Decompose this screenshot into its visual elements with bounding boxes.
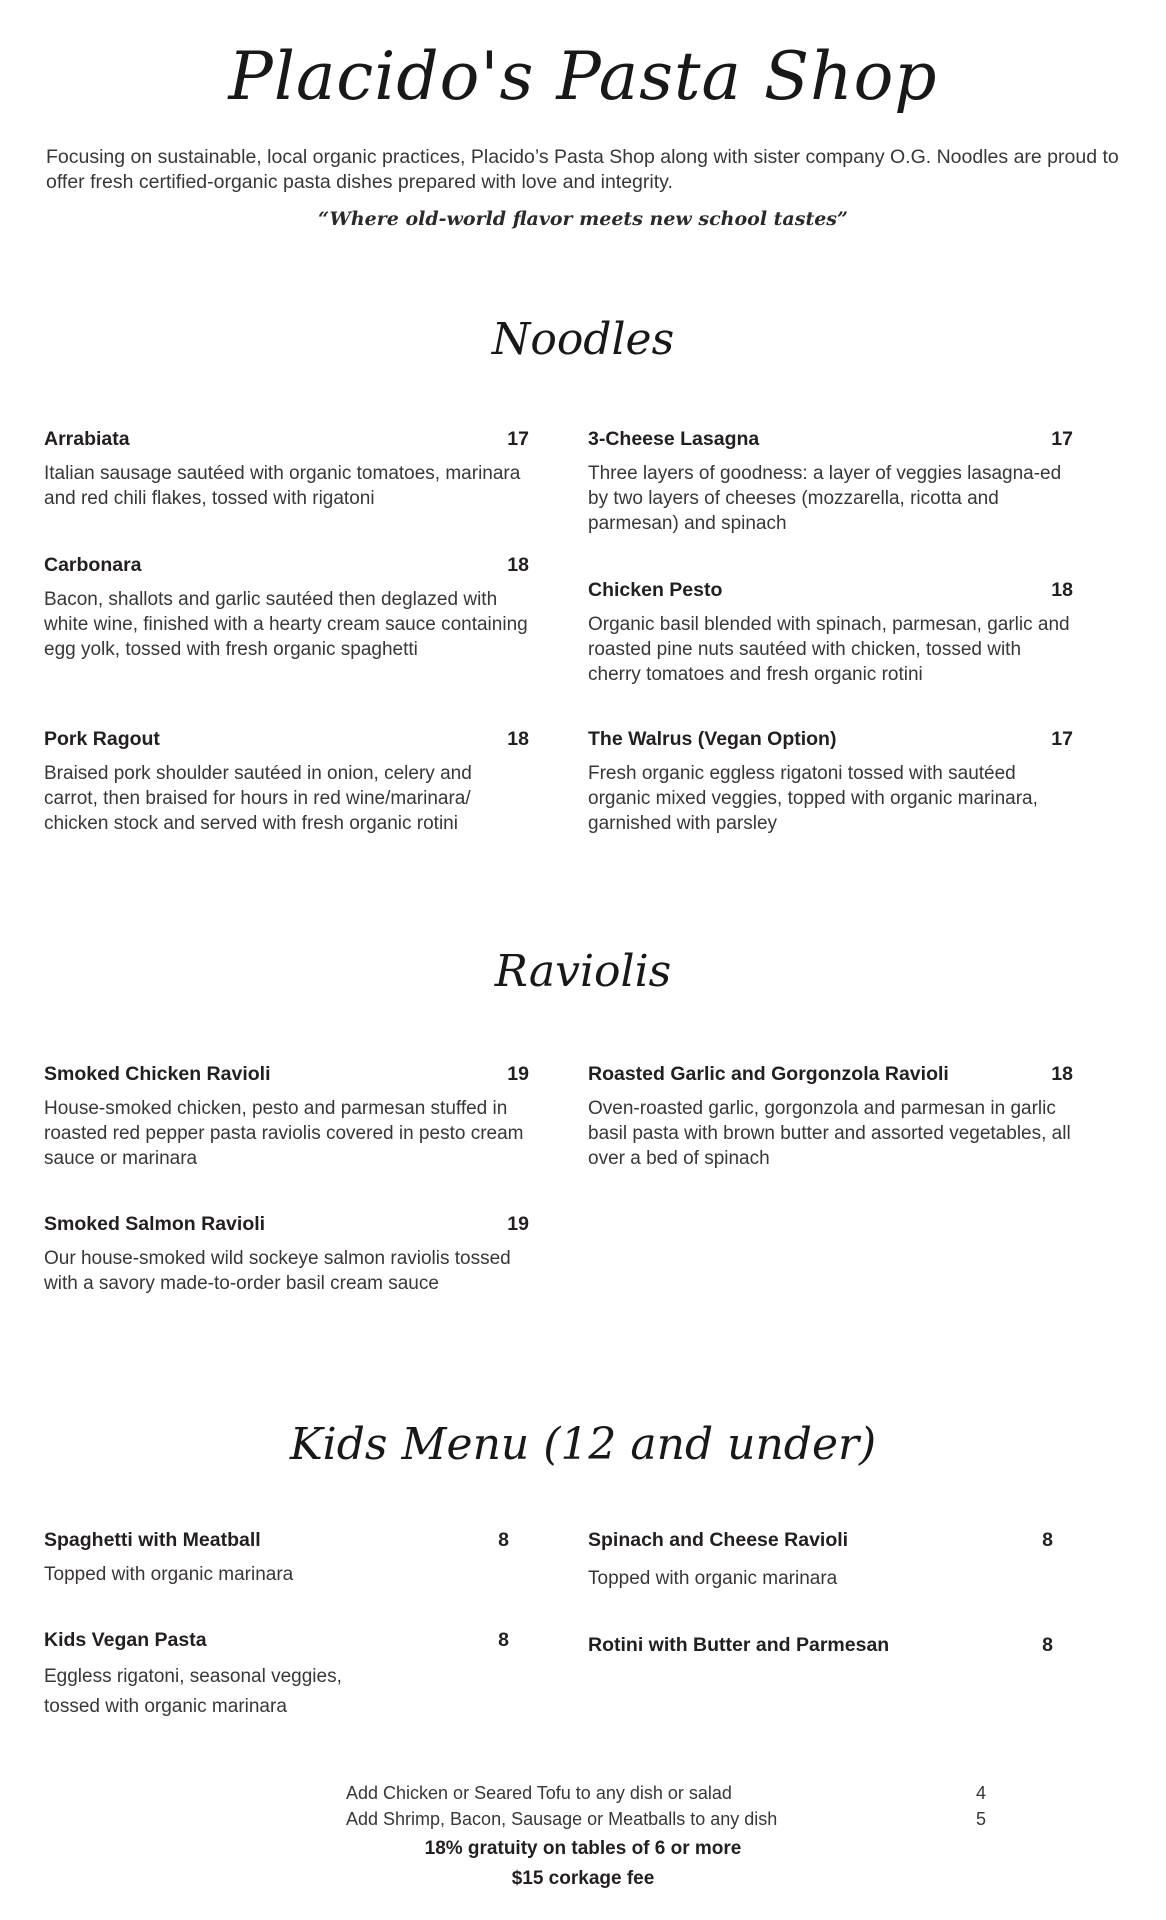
menu-item-chicken-pesto — [588, 578, 1073, 687]
item-price: 8 — [1042, 1529, 1053, 1551]
item-name: Carbonara — [44, 554, 142, 576]
item-price: 8 — [498, 1629, 509, 1651]
addon-label: Add Chicken or Seared Tofu to any dish or salad — [346, 1783, 732, 1803]
addon-price: 5 — [975, 1809, 986, 1829]
item-description: Organic basil blended with spinach, parmesan, garlic and roasted pine nuts sautéed with chicken, tossed with cherry tomatoes and fresh organic rotini — [588, 614, 1070, 685]
item-price: 18 — [1051, 1063, 1073, 1085]
menu-item-carbonara — [44, 553, 529, 662]
item-name: Smoked Salmon Ravioli — [44, 1213, 266, 1235]
item-description: House-smoked chicken, pesto and parmesan stuffed in roasted red pepper pasta raviolis covered in pesto cream sauce or marinara — [44, 1098, 524, 1169]
item-name: Spinach and Cheese Ravioli — [588, 1529, 849, 1551]
item-price: 8 — [498, 1529, 509, 1551]
menu-item-the-walrus — [588, 727, 1073, 836]
item-description: Italian sausage sautéed with organic tomatoes, marinara and red chili flakes, tossed with rigatoni — [44, 463, 521, 509]
item-name: 3-Cheese Lasagna — [588, 428, 760, 450]
gratuity-note: 18% gratuity on tables of 6 or more — [424, 1838, 742, 1859]
menu-item-rotini-butter-parmesan — [588, 1633, 1053, 1657]
item-description: Three layers of goodness: a layer of veggies lasagna-ed by two layers of cheeses (mozzarella, ricotta and parmesan) and spinach — [588, 463, 1062, 534]
addons-list — [346, 1780, 986, 1832]
item-name: Kids Vegan Pasta — [44, 1629, 207, 1651]
tagline: “Where old-world flavor meets new school tastes” — [318, 208, 848, 230]
restaurant-title: Placido's Pasta Shop — [228, 38, 938, 115]
item-name: Smoked Chicken Ravioli — [44, 1063, 271, 1085]
menu-item-roasted-garlic-gorgonzola-ravioli — [588, 1062, 1073, 1171]
item-price: 17 — [1051, 428, 1073, 450]
item-description: Oven-roasted garlic, gorgonzola and parmesan in garlic basil pasta with brown butter and assorted vegetables, all over a bed of spinach — [588, 1098, 1071, 1169]
addon-label: Add Shrimp, Bacon, Sausage or Meatballs to any dish — [346, 1809, 778, 1829]
menu-item-smoked-chicken-ravioli — [44, 1062, 529, 1171]
item-name: Rotini with Butter and Parmesan — [588, 1634, 890, 1656]
addon-row — [346, 1780, 986, 1806]
item-price: 19 — [507, 1063, 529, 1085]
item-price: 19 — [507, 1213, 529, 1235]
menu-item-kids-vegan-pasta — [44, 1628, 509, 1722]
menu-item-arrabiata — [44, 427, 529, 511]
item-price: 17 — [1051, 728, 1073, 750]
item-name: Chicken Pesto — [588, 579, 723, 601]
menu-item-3-cheese-lasagna — [588, 427, 1073, 536]
item-description: Our house-smoked wild sockeye salmon raviolis tossed with a savory made-to-order basil cream sauce — [44, 1248, 511, 1294]
section-title-kids-menu: Kids Menu (12 and under) — [289, 1419, 877, 1470]
item-name: Spaghetti with Meatball — [44, 1529, 261, 1551]
item-price: 18 — [1051, 579, 1073, 601]
item-description: Fresh organic eggless rigatoni tossed with sautéed organic mixed veggies, topped with organic marinara, garnished with parsley — [588, 763, 1038, 834]
item-name: Arrabiata — [44, 428, 130, 450]
item-name: The Walrus (Vegan Option) — [588, 728, 837, 750]
item-description: Bacon, shallots and garlic sautéed then deglazed with white wine, finished with a hearty cream sauce containing egg yolk, tossed with fresh organic spaghetti — [44, 589, 528, 660]
item-description: Eggless rigatoni, seasonal veggies, tossed with organic marinara — [44, 1666, 342, 1717]
item-description: Topped with organic marinara — [44, 1564, 294, 1585]
menu-item-pork-ragout — [44, 727, 529, 836]
intro-text: Focusing on sustainable, local organic practices, Placido’s Pasta Shop along with sister company O.G. Noodles are proud to offer fresh certified-organic pasta dishes prepared with love and integrity. — [46, 146, 1119, 193]
item-price: 8 — [1042, 1634, 1053, 1656]
menu-item-spaghetti-with-meatball — [44, 1528, 509, 1587]
item-name: Pork Ragout — [44, 728, 160, 750]
addon-row — [346, 1806, 986, 1832]
item-description: Topped with organic marinara — [588, 1568, 838, 1589]
item-price: 18 — [507, 554, 529, 576]
menu-item-smoked-salmon-ravioli — [44, 1212, 544, 1296]
corkage-note: $15 corkage fee — [511, 1868, 655, 1889]
section-title-noodles: Noodles — [491, 314, 675, 365]
item-price: 17 — [507, 428, 529, 450]
item-description: Braised pork shoulder sautéed in onion, celery and carrot, then braised for hours in red wine/marinara/ chicken stock and served with fresh organic rotini — [44, 763, 472, 834]
item-name: Roasted Garlic and Gorgonzola Ravioli — [588, 1063, 949, 1085]
addon-price: 4 — [975, 1783, 986, 1803]
item-price: 18 — [507, 728, 529, 750]
menu-item-spinach-cheese-ravioli — [588, 1528, 1053, 1591]
section-title-raviolis: Raviolis — [494, 946, 672, 997]
